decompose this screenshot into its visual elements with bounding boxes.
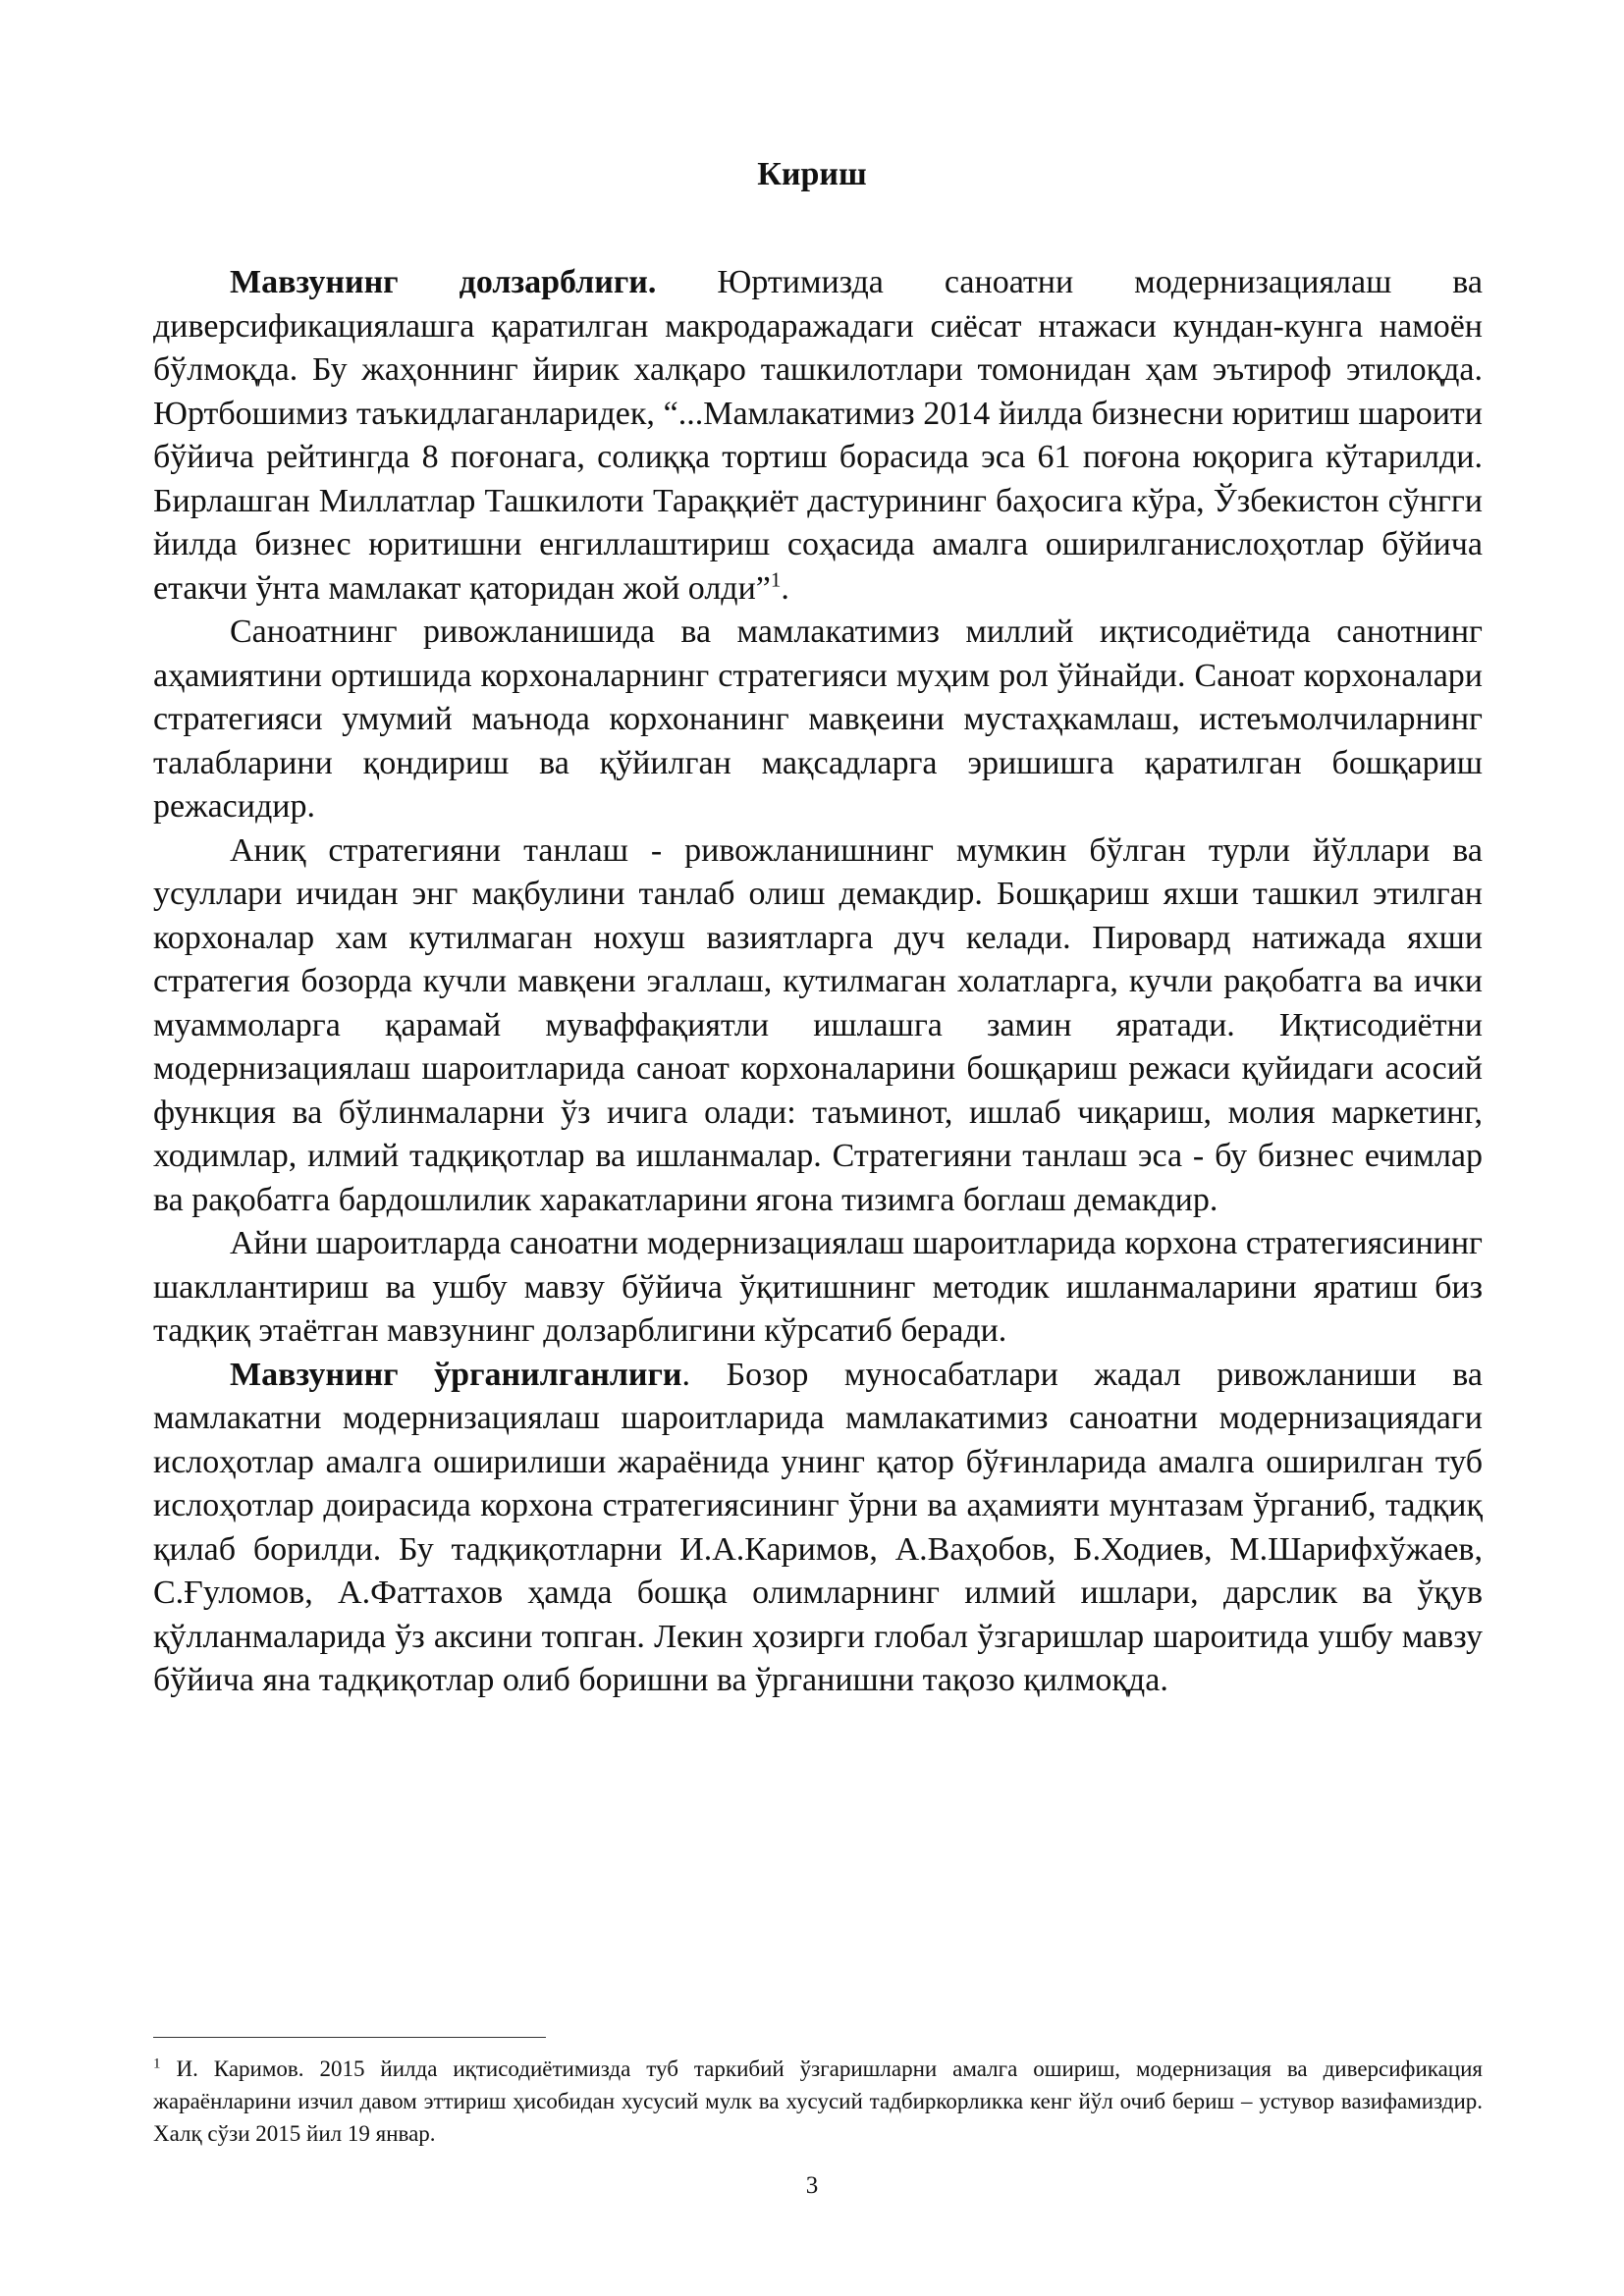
paragraph-text: Саноатнинг ривожланишида ва мамлакатимиз миллий иқтисодиётида санотнинг аҳамиятини ортишида корхоналарнинг стратегияси муҳим рол ўйнайди. Саноат корхоналари стратегияси умумий маънода корхонанинг мавқеини мустаҳкамлаш, истеъмолчиларнинг талабларини қондириш ва қўйилган мақсадларга эришишга қаратилган бошқариш режасидир.	[153, 614, 1483, 825]
section-heading-relevance: Мавзунинг долзарблиги.	[230, 264, 657, 300]
footnote	[153, 2053, 1483, 2150]
paragraph-text: Юртимизда саноатни модернизациялаш ва диверсификациялашга қаратилган макродаражадаги сиёсат нтажаси кундан-кунга намоён бўлмоқда. Бу жаҳоннинг йирик халқаро ташкилотлари томонидан ҳам эътироф этилоқда. Юртбошимиз таъкидлаганларидек, “...Мамлакатимиз 2014 йилда бизнесни юритиш шароити бўйича рейтингда 8 поғонага, солиққа тортиш борасида эса 61 поғона юқорига кўтарилди. Бирлашган Миллатлар Ташкилоти Тараққиёт дастурининг баҳосига кўра, Ўзбекистон сўнгги йилда бизнес юритишни енгиллаштириш соҳасида амалга оширилганислоҳотлар бўйича етакчи ўнта мамлакат қаторидан жой олди”	[153, 264, 1484, 607]
section-heading-study-level: Мавзунинг ўрганилганлиги	[230, 1356, 682, 1393]
paragraph-relevance	[153, 261, 1483, 611]
footnote-reference[interactable]: 1	[770, 567, 782, 592]
footnote-marker: 1	[153, 2056, 161, 2072]
paragraph-text: . Бозор муносабатлари жадал ривожланиши ва мамлакатни модернизациялаш шароитларида мамлакатимиз саноатни модернизациядаги ислоҳотлар амалга оширилиши жараёнида унинг қатор бўғинларида амалга оширилган туб ислоҳотлар доирасида корхона стратегиясининг ўрни ва аҳамияти мунтазам ўрганиб, тадқиқ қилаб борилди. Бу тадқиқотларни И.А.Каримов, А.Ваҳобов, Б.Ходиев, М.Шарифхўжаев, С.Ғуломов, А.Фаттахов ҳамда бошқа олимларнинг илмий ишлари, дарслик ва ўқув қўлланмаларида ўз аксини топган. Лекин ҳозирги глобал ўзгаришлар шароитида ушбу мавзу бўйича яна тадқиқотлар олиб боришни ва ўрганишни тақозо қилмоқда.	[153, 1356, 1483, 1698]
paragraph-text: Аниқ стратегияни танлаш - ривожланишнинг мумкин бўлган турли йўллари ва усуллари ичидан энг мақбулини танлаб олиш демакдир. Бошқариш яхши ташкил этилган корхоналар хам кутилмаган нохуш вазиятларга дуч келади. Пировард натижада яхши стратегия бозорда кучли мавқени эгаллаш, кутилмаган холатларга, кучли рақобатга ва ички муаммоларга қарамай муваффақиятли ишлашга замин яратади. Иқтисодиётни модернизациялаш шароитларида саноат корхоналарини бошқариш режаси қуйидаги асосий функция ва бўлинмаларни ўз ичига олади: таъминот, ишлаб чиқариш, молия маркетинг, ходимлар, илмий тадқиқотлар ва ишланмалар. Стратегияни танлаш эса - бу бизнес ечимлар ва рақобатга бардошлилик харакатларини ягона тизимга боглаш демакдир.	[153, 831, 1483, 1218]
paragraph-tail: .	[781, 569, 789, 607]
paragraph-text: Айни шароитларда саноатни модернизациялаш шароитларида корхона стратегиясининг шакллантириш ва ушбу мавзу бўйича ўқитишнинг методик ишланмаларини яратиш биз тадқиқ этаётган мавзунинг долзарблигини кўрсатиб беради.	[153, 1225, 1483, 1349]
page-number: 3	[805, 2172, 819, 2199]
body-text	[153, 261, 1483, 1703]
paragraph-strategy-choice	[153, 829, 1483, 1223]
page-title: Кириш	[757, 156, 867, 192]
footnote-separator	[153, 2037, 546, 2038]
paragraph-strategy-role	[153, 611, 1483, 829]
footnote-text: И. Каримов. 2015 йилда иқтисодиётимизда туб таркибий ўзгаришларни амалга ошириш, модернизация ва диверсификация жараёнларини изчил давом эттириш ҳисобидан хусусий мулк ва хусусий тадбиркорликка кенг йўл очиб бериш – устувор вазифамиздир. Халқ сўзи 2015 йил 19 январ.	[153, 2056, 1483, 2146]
paragraph-study-level	[153, 1354, 1483, 1703]
paragraph-current-conditions	[153, 1222, 1483, 1354]
